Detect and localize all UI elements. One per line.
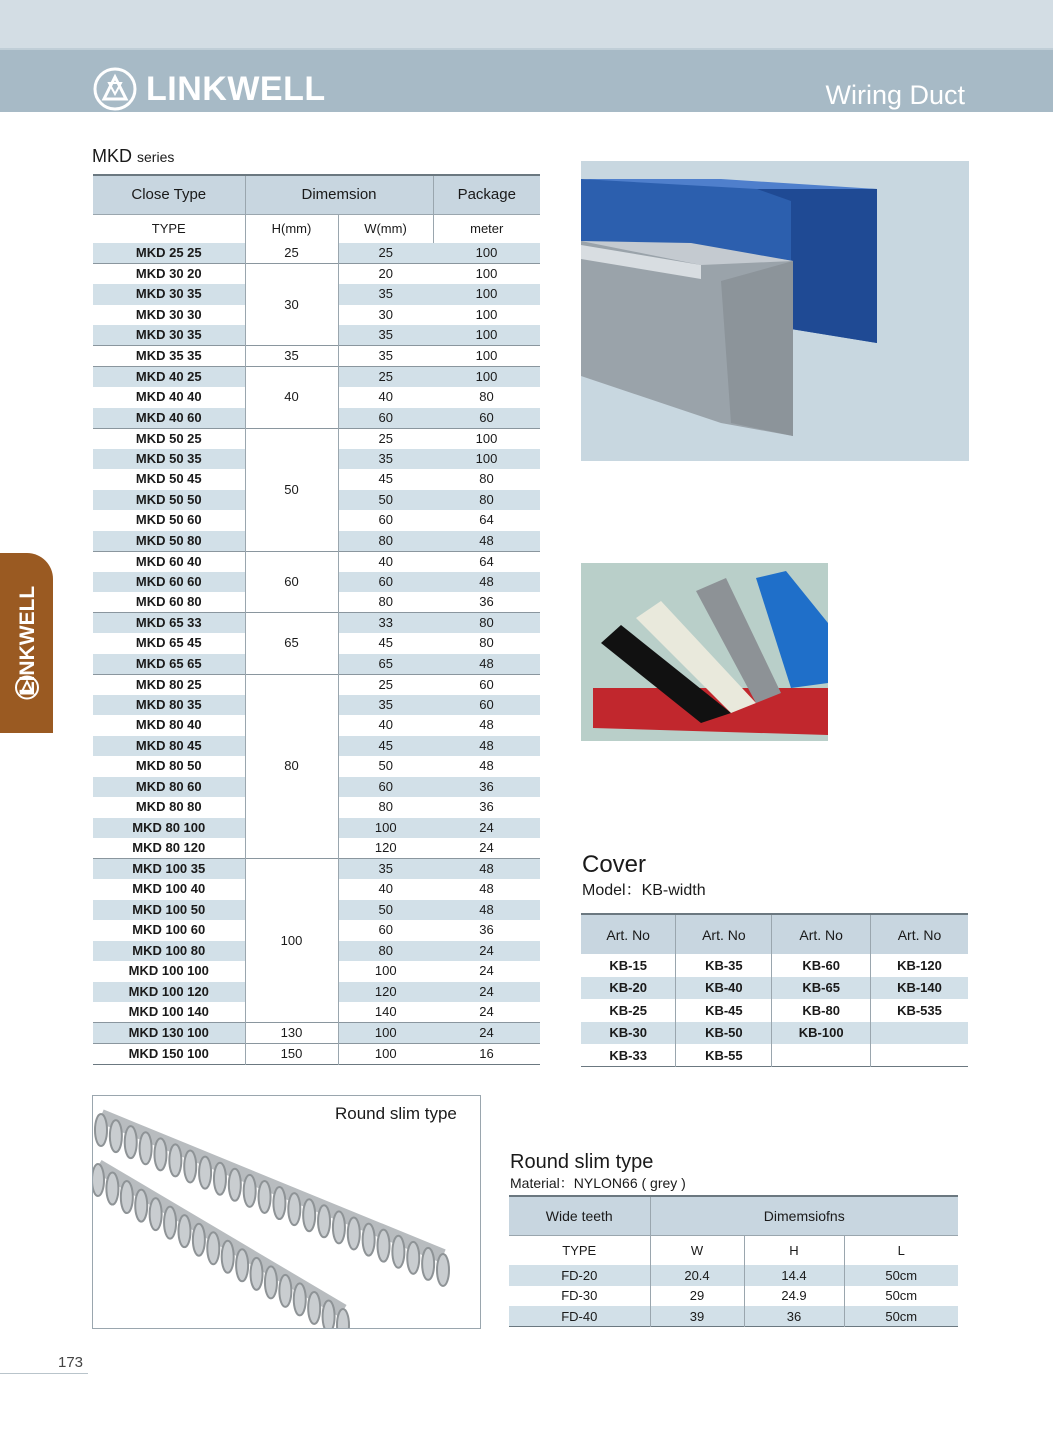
row-package: 60	[433, 674, 540, 695]
tooth-shape	[193, 1224, 205, 1256]
round-slim-table	[509, 1195, 958, 1327]
page-number: 173	[58, 1354, 84, 1371]
row-package: 80	[433, 613, 540, 634]
row-height: 80	[245, 674, 338, 859]
row-width: 100	[338, 1023, 433, 1044]
cover-cell: KB-15	[609, 957, 647, 973]
rs-col-w: W	[650, 1235, 744, 1265]
tooth-shape	[236, 1249, 248, 1281]
row-height: 130	[245, 1023, 338, 1044]
cover-col-4: Art. No	[870, 914, 968, 954]
series-title	[92, 146, 174, 167]
row-width: 35	[338, 346, 433, 367]
tooth-shape	[150, 1198, 162, 1230]
row-type: MKD 80 80	[135, 799, 202, 815]
cover-cell	[772, 1044, 871, 1067]
row-height: 60	[245, 551, 338, 613]
mkd-spec-table	[93, 174, 540, 1065]
cover-cell: KB-45	[676, 999, 772, 1022]
row-package: 80	[433, 490, 540, 511]
tooth-shape	[318, 1205, 330, 1237]
round-slim-cell: 24.9	[744, 1286, 844, 1307]
tooth-shape	[273, 1187, 285, 1219]
row-width: 45	[378, 635, 393, 651]
cover-cell: KB-50	[676, 1022, 772, 1045]
tooth-shape	[308, 1292, 320, 1324]
tooth-shape	[140, 1132, 152, 1164]
row-width: 50	[338, 490, 433, 511]
row-width: 60	[338, 777, 433, 798]
row-package: 100	[433, 325, 540, 346]
cover-model: Model：KB-width	[582, 882, 706, 899]
rs-col-wide-teeth: Wide teeth	[509, 1196, 650, 1235]
row-type: MKD 25 25	[93, 243, 245, 264]
row-height: 25	[245, 243, 338, 264]
row-package: 36	[433, 777, 540, 798]
tooth-shape	[154, 1138, 166, 1170]
tooth-shape	[169, 1144, 181, 1176]
row-type: MKD 100 140	[128, 1004, 209, 1019]
row-width: 100	[338, 818, 433, 839]
tooth-shape	[437, 1254, 449, 1286]
round-slim-cell: 14.4	[744, 1265, 844, 1286]
tooth-shape	[337, 1309, 349, 1328]
table-row	[93, 1044, 540, 1065]
tooth-shape	[422, 1248, 434, 1280]
cover-cell	[870, 1044, 968, 1067]
cover-cell: KB-535	[870, 999, 968, 1022]
tooth-shape	[184, 1151, 196, 1183]
row-type: MKD 30 30	[135, 306, 202, 322]
row-width: 35	[338, 325, 433, 346]
row-type: MKD 100 100	[128, 963, 209, 979]
row-package: 36	[479, 922, 494, 938]
row-type: MKD 50 60	[135, 512, 202, 528]
col-h: H(mm)	[245, 214, 338, 243]
row-type: MKD 80 45	[93, 736, 245, 757]
table-row	[581, 999, 968, 1022]
row-package: 80	[479, 471, 494, 487]
round-slim-cell: FD-40	[509, 1306, 650, 1327]
round-slim-photo	[92, 1095, 481, 1329]
row-width: 40	[378, 717, 393, 733]
row-package: 36	[479, 799, 494, 815]
wiring-duct-photo	[581, 161, 969, 461]
cover-cell: KB-25	[609, 1002, 647, 1018]
row-package: 80	[479, 389, 494, 405]
row-type: MKD 60 60	[93, 572, 245, 593]
cover-col-3: Art. No	[772, 914, 871, 954]
table-row	[581, 1022, 968, 1045]
row-type: MKD 40 40	[135, 389, 202, 405]
table-row	[93, 674, 540, 695]
row-type: MKD 150 100	[93, 1044, 245, 1065]
row-width: 35	[338, 449, 433, 470]
page-title: Wiring Duct	[825, 80, 965, 110]
row-width: 50	[378, 758, 393, 774]
side-logo-icon	[14, 675, 40, 706]
row-package: 100	[433, 284, 540, 305]
tooth-shape	[288, 1193, 300, 1225]
round-slim-cell: FD-30	[561, 1288, 598, 1304]
row-height: 50	[245, 428, 338, 551]
row-type: MKD 50 35	[93, 449, 245, 470]
cover-title: Cover	[582, 851, 647, 878]
table-row	[93, 613, 540, 634]
cover-cell: KB-55	[676, 1044, 772, 1067]
tooth-shape	[363, 1224, 375, 1256]
row-package: 24	[433, 818, 540, 839]
col-type: TYPE	[93, 214, 245, 243]
row-type: MKD 65 45	[135, 635, 202, 651]
row-package: 60	[433, 695, 540, 716]
table-row	[581, 977, 968, 1000]
row-width: 35	[338, 284, 433, 305]
cover-cell: KB-80	[772, 999, 871, 1022]
row-type: MKD 35 35	[93, 346, 245, 367]
cover-cell	[870, 1022, 968, 1045]
table-row	[93, 1023, 540, 1044]
row-type: MKD 50 80	[93, 531, 245, 552]
cover-cell: KB-35	[676, 954, 772, 977]
table-row	[93, 346, 540, 367]
side-tab-brand: LINKWELL	[16, 585, 39, 695]
row-package: 36	[479, 594, 494, 609]
tooth-shape	[229, 1169, 241, 1201]
tooth-shape	[222, 1241, 234, 1273]
row-type: MKD 100 35	[93, 859, 245, 880]
cover-colors-photo	[581, 563, 828, 741]
tooth-shape	[135, 1190, 147, 1222]
round-slim-cell: 50cm	[844, 1286, 958, 1307]
row-package: 100	[475, 306, 498, 322]
row-width: 25	[338, 428, 433, 449]
round-slim-title: Round slim type	[510, 1151, 654, 1173]
brand-logo	[92, 66, 326, 112]
row-package: 100	[433, 346, 540, 367]
row-package: 80	[479, 635, 494, 651]
round-slim-cell: 50cm	[844, 1306, 958, 1327]
cover-cell: KB-100	[772, 1022, 871, 1045]
row-width: 60	[338, 408, 433, 429]
table-row	[93, 243, 540, 264]
tooth-shape	[121, 1181, 133, 1213]
row-package: 60	[433, 408, 540, 429]
row-width: 80	[338, 531, 433, 552]
row-type: MKD 80 25	[93, 674, 245, 695]
table-row	[581, 954, 968, 977]
row-width: 25	[338, 674, 433, 695]
tooth-shape	[392, 1236, 404, 1268]
row-width: 120	[374, 840, 397, 855]
tooth-shape	[106, 1173, 118, 1205]
cover-col-1: Art. No	[581, 914, 676, 954]
tooth-shape	[323, 1300, 335, 1328]
round-slim-cell: 36	[744, 1306, 844, 1327]
row-package: 16	[433, 1044, 540, 1065]
cover-cell: KB-33	[609, 1047, 647, 1063]
row-package: 48	[433, 654, 540, 675]
spine-shape	[101, 1116, 443, 1256]
row-package: 24	[433, 941, 540, 962]
row-package: 48	[433, 859, 540, 880]
cover-cell: KB-120	[870, 954, 968, 977]
row-width: 35	[338, 859, 433, 880]
row-package: 48	[433, 531, 540, 552]
row-height: 65	[245, 613, 338, 675]
row-width: 50	[338, 900, 433, 921]
row-package: 48	[479, 758, 494, 774]
row-width: 40	[338, 551, 433, 572]
col-package: Package	[433, 175, 540, 214]
rs-col-dimensions: Dimemsiofns	[650, 1196, 958, 1235]
row-package: 48	[433, 900, 540, 921]
table-row	[93, 859, 540, 880]
row-type: MKD 100 120	[93, 982, 245, 1003]
row-type: MKD 100 40	[132, 881, 206, 897]
row-type: MKD 80 60	[93, 777, 245, 798]
row-package: 100	[433, 243, 540, 264]
row-type: MKD 100 60	[132, 922, 206, 938]
cover-cell: KB-30	[581, 1022, 676, 1045]
row-width: 60	[378, 922, 393, 938]
row-type: MKD 40 60	[93, 408, 245, 429]
tooth-shape	[95, 1114, 107, 1146]
table-row	[93, 367, 540, 388]
tooth-shape	[378, 1230, 390, 1262]
col-close-type: Close Type	[93, 175, 245, 214]
row-type: MKD 60 80	[135, 594, 202, 609]
row-type: MKD 130 100	[93, 1023, 245, 1044]
tooth-shape	[214, 1163, 226, 1195]
row-type: MKD 30 35	[93, 284, 245, 305]
row-width: 60	[338, 572, 433, 593]
table-row	[509, 1306, 958, 1327]
row-type: MKD 40 25	[93, 367, 245, 388]
row-type: MKD 65 65	[93, 654, 245, 675]
tooth-shape	[279, 1275, 291, 1307]
row-width: 25	[338, 367, 433, 388]
cover-cell: KB-60	[772, 954, 871, 977]
row-package: 48	[479, 717, 494, 733]
row-width: 80	[338, 941, 433, 962]
rs-col-l: L	[844, 1235, 958, 1265]
row-type: MKD 100 50	[93, 900, 245, 921]
row-width: 100	[374, 963, 397, 979]
tooth-shape	[199, 1157, 211, 1189]
row-width: 30	[378, 306, 393, 322]
row-type: MKD 30 20	[93, 264, 245, 285]
row-type: MKD 50 25	[93, 428, 245, 449]
row-type: MKD 80 120	[132, 840, 206, 855]
round-slim-photo-label: Round slim type	[335, 1104, 457, 1123]
footer-line	[0, 1373, 88, 1374]
col-dimension: Dimemsion	[245, 175, 433, 214]
row-height: 40	[245, 367, 338, 429]
tooth-shape	[110, 1120, 122, 1152]
rs-col-type: TYPE	[509, 1235, 650, 1265]
tooth-shape	[93, 1164, 104, 1196]
row-package: 24	[433, 1023, 540, 1044]
cover-table	[581, 913, 968, 1067]
row-width: 100	[338, 1044, 433, 1065]
row-package: 100	[433, 428, 540, 449]
row-package: 64	[433, 551, 540, 572]
col-w: W(mm)	[338, 214, 433, 243]
row-height: 30	[245, 264, 338, 346]
row-width: 80	[378, 594, 393, 609]
table-row	[509, 1265, 958, 1286]
tooth-shape	[259, 1181, 271, 1213]
row-width: 25	[338, 243, 433, 264]
row-type: MKD 30 35	[93, 325, 245, 346]
rs-col-h: H	[744, 1235, 844, 1265]
row-width: 35	[338, 695, 433, 716]
row-package: 64	[479, 512, 494, 528]
row-width: 80	[378, 799, 393, 815]
row-package: 24	[433, 982, 540, 1003]
round-slim-cell: 50cm	[844, 1265, 958, 1286]
tooth-shape	[125, 1126, 137, 1158]
round-slim-cell: FD-20	[509, 1265, 650, 1286]
row-width: 40	[378, 881, 393, 897]
row-width: 140	[374, 1004, 397, 1019]
row-package: 48	[433, 572, 540, 593]
row-package: 48	[479, 881, 494, 897]
round-slim-cell: 20.4	[650, 1265, 744, 1286]
row-height: 35	[245, 346, 338, 367]
cover-cell: KB-65	[772, 977, 871, 1000]
series-suffix: series	[137, 149, 175, 165]
row-width: 60	[378, 512, 393, 528]
tooth-shape	[207, 1232, 219, 1264]
tooth-shape	[294, 1283, 306, 1315]
row-package: 100	[433, 449, 540, 470]
row-type: MKD 65 33	[93, 613, 245, 634]
round-slim-cell: 39	[650, 1306, 744, 1327]
row-package: 100	[433, 367, 540, 388]
row-width: 45	[378, 471, 393, 487]
cover-cell: KB-140	[870, 977, 968, 1000]
row-package: 24	[479, 840, 494, 855]
row-type: MKD 60 40	[93, 551, 245, 572]
table-row	[509, 1286, 958, 1307]
row-package: 48	[433, 736, 540, 757]
row-package: 100	[433, 264, 540, 285]
col-meter: meter	[433, 214, 540, 243]
tooth-shape	[164, 1207, 176, 1239]
row-type: MKD 80 100	[93, 818, 245, 839]
cover-col-2: Art. No	[676, 914, 772, 954]
row-package: 24	[479, 963, 494, 979]
round-slim-material: Material：NYLON66 ( grey )	[510, 1175, 686, 1191]
row-type: MKD 100 80	[93, 941, 245, 962]
table-row	[581, 1044, 968, 1067]
row-type: MKD 80 50	[135, 758, 202, 774]
row-type: MKD 80 40	[135, 717, 202, 733]
tooth-shape	[244, 1175, 256, 1207]
row-package: 24	[479, 1004, 494, 1019]
row-height: 150	[245, 1044, 338, 1065]
tooth-shape	[178, 1215, 190, 1247]
series-name: MKD	[92, 146, 132, 166]
table-row	[93, 551, 540, 572]
cover-cell: KB-20	[581, 977, 676, 1000]
row-width: 120	[338, 982, 433, 1003]
tooth-shape	[251, 1258, 263, 1290]
brand-name: LINKWELL	[146, 69, 326, 108]
row-type: MKD 50 45	[135, 471, 202, 487]
table-row	[93, 264, 540, 285]
tooth-shape	[303, 1199, 315, 1231]
row-width: 65	[338, 654, 433, 675]
header-top-band	[0, 0, 1053, 50]
tooth-shape	[265, 1266, 277, 1298]
tooth-shape	[407, 1242, 419, 1274]
tooth-shape	[333, 1211, 345, 1243]
row-type: MKD 80 35	[93, 695, 245, 716]
tooth-shape	[348, 1217, 360, 1249]
round-slim-cell: 29	[650, 1286, 744, 1307]
row-width: 45	[338, 736, 433, 757]
linkwell-logo-icon	[92, 66, 138, 112]
row-width: 33	[338, 613, 433, 634]
table-row	[93, 428, 540, 449]
row-type: MKD 50 50	[93, 490, 245, 511]
row-width: 40	[378, 389, 393, 405]
cover-cell: KB-40	[676, 977, 772, 1000]
row-height: 100	[245, 859, 338, 1023]
row-width: 20	[338, 264, 433, 285]
